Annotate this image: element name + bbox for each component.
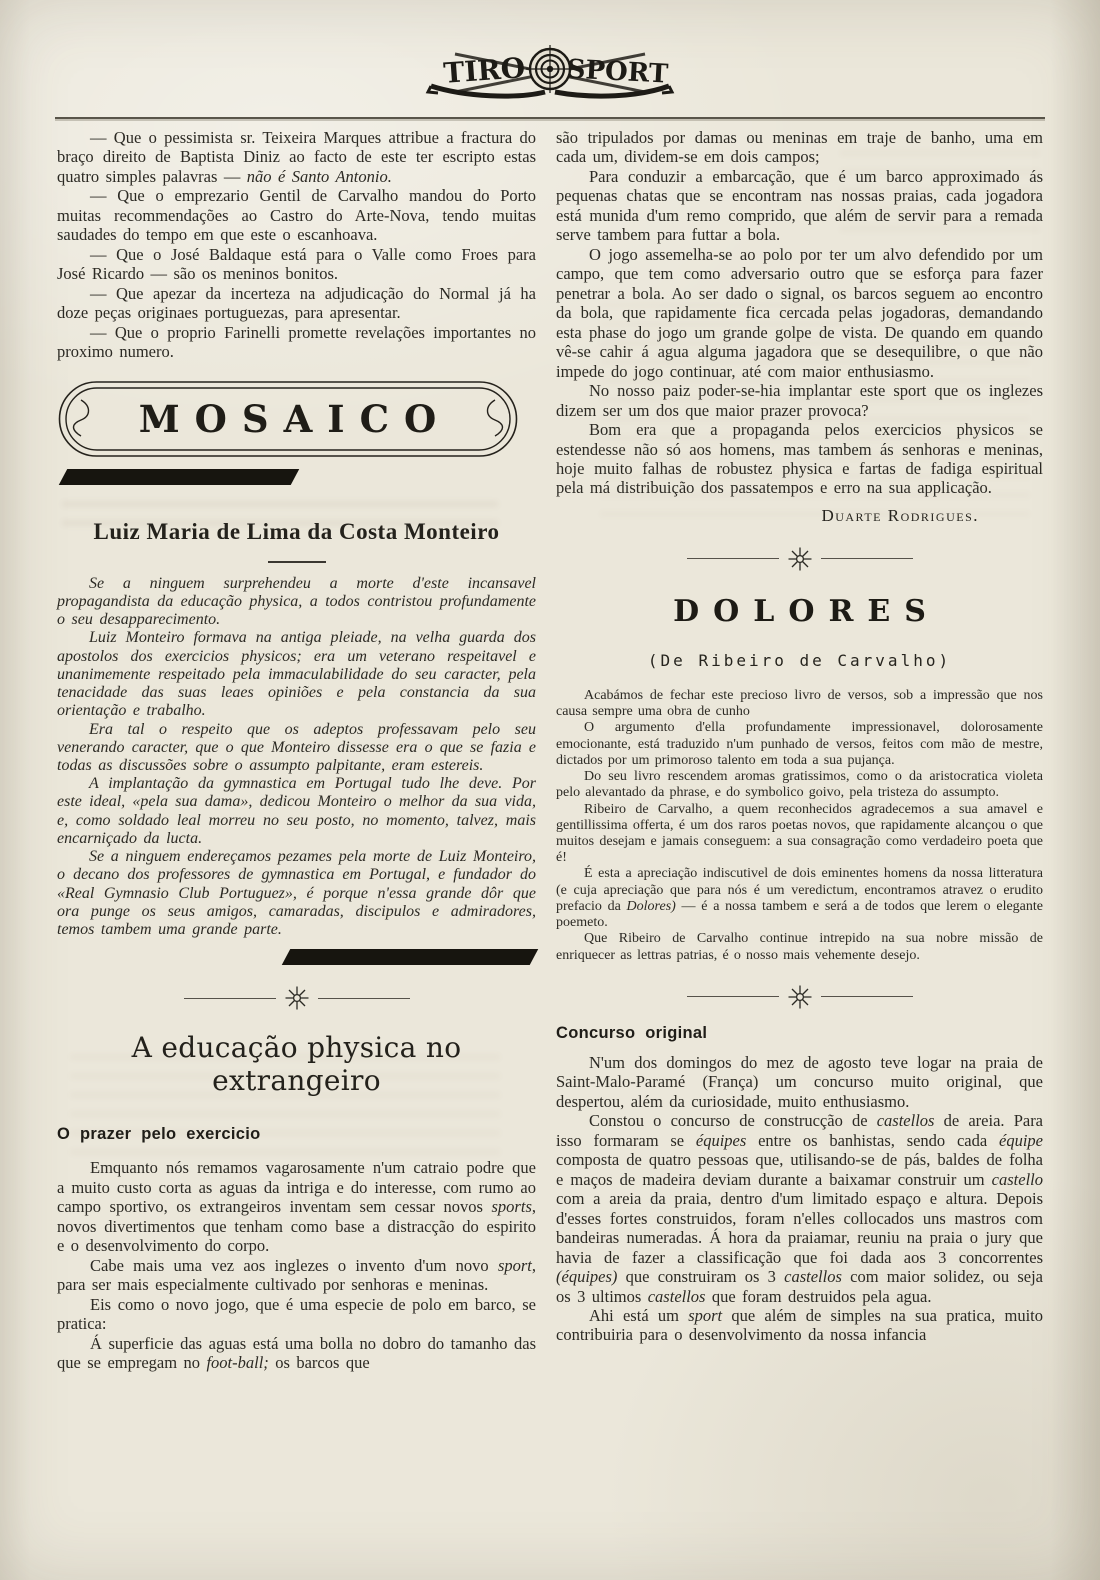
logo-word-sport: SPORT — [565, 54, 669, 90]
title-rule — [268, 561, 326, 563]
divider-line — [687, 558, 779, 559]
dolores-review-text — [556, 688, 1043, 964]
paragraph: Luiz Monteiro formava na antiga pleiade, na velha guarda dos apostolos dos exercicios physicos; era um veterano respeitavel e unanimemente respeitado pela immaculabilidade do seu caracter, pela tenacidade das suas leaes opiniões e pela constancia da sua orientação e trabalho. — [57, 629, 536, 720]
paragraph: — Que o José Baldaque está para o Valle como Froes para José Ricardo — são os meninos bonitos. — [57, 244, 536, 284]
article-subtitle: O prazer pelo exercicio — [57, 1125, 261, 1144]
paragraph: Ribeiro de Carvalho, a quem reconhecidos agradecemos a sua amavel e gentillissima offerta, é um dos raros poetas novos, que rapidamente alcançou o que muitos desejam e jamais conseguem: a sua consagração como verdadeiro poeta que é! — [556, 801, 1043, 866]
ink-bar — [59, 469, 300, 485]
star-divider — [556, 546, 1043, 572]
obituary-text — [57, 575, 536, 940]
star-divider — [556, 984, 1043, 1010]
polo-article-text — [556, 167, 1043, 498]
paragraph: Que Ribeiro de Carvalho continue intrepido na sua nobre missão de enriquecer as lettras patrias, é o nosso mais vehemente desejo. — [556, 931, 1043, 963]
paragraph: Bom era que a propaganda pelos exercicios physicos se estendesse não só aos homens, mas tambem ás senhoras e meninas, hoje muito falhas de robustez physica e fartas de fadiga espiritual pela má distribuição dos passatempos e erro na sua applicação. — [556, 420, 1043, 498]
sunburst-star-icon — [284, 985, 310, 1011]
mosaico-cartouche — [57, 376, 536, 464]
tiro-e-sport-logo-graphic — [425, 40, 675, 104]
paragraph: Era tal o respeito que os adeptos professavam pelo seu venerando caracter, que o que Monteiro dissesse era o que se fazia e todas as discussões sobre o assumpto palpitante, eram estereis. — [57, 720, 536, 774]
obituary-title: Luiz Maria de Lima da Costa Monteiro — [93, 518, 500, 544]
paragraph: Ahi está um sport que além de simples na sua pratica, muito contribuiria para o desenvolvimento da nossa infancia — [556, 1305, 1043, 1345]
left-column — [57, 128, 536, 1372]
paragraph: Do seu livro rescendem aromas gratissimos, como o da aristocratica violeta pelo alevantado da phrase, e do symbolico goivo, pela tristeza do assumpto. — [556, 769, 1043, 801]
physical-education-article-text — [57, 1158, 536, 1372]
concurso-title: Concurso original — [556, 1023, 708, 1042]
paragraph: No nosso paiz poder-se-hia implantar este sport que os inglezes dizem ser um dos que maior prazer provoca? — [556, 381, 1043, 420]
dolores-title: DOLORES — [673, 593, 940, 629]
paragraph: Acabámos de fechar este precioso livro de versos, sob a impressão que nos causa sempre uma obra de cunho — [556, 687, 1043, 720]
mosaico-title: MOSAICO — [138, 396, 452, 441]
paragraph: A implantação da gymnastica em Portugal tudo lhe deve. Por este ideal, «pela sua dama», dedicou Monteiro o melhor da sua vida, e, como soldado leal morreu no seu posto, no momento, talvez, mais encarniçado da lucta. — [57, 775, 536, 847]
paragraph: Cabe mais uma vez aos inglezes o invento d'um novo sport, para ser mais especialmente cultivado por senhoras e meninas. — [57, 1255, 536, 1295]
ink-bar — [282, 949, 539, 965]
divider-line — [687, 996, 779, 997]
gossip-section — [57, 128, 536, 362]
paragraph: O jogo assemelha-se ao polo por ter um alvo defendido por um campo, que tem como adversario outro que se esforça para fazer penetrar a bola. Ao ser dado o signal, os barcos seguem ao encontro da bola, que rapidamente fica cercada pelas jogadoras, demandando esta phase do jogo um grande golpe de vista. De quando em quando vê-se cahir á agua alguma jagadora que se desequilibre, o que não impede do jogo continuar, até com maior enthusiasmo. — [556, 244, 1043, 381]
paragraph: Emquanto nós remamos vagarosamente n'um catraio podre que a muito custo corta as aguas da intriga e do interesse, com rumo ao campo sportivo, os extrangeiros inventam sem cessar novos sports, novos divertimentos que tenham como base a distracção do espirito e o desenvolvimento do corpo. — [57, 1158, 536, 1256]
paragraph: — Que o pessimista sr. Teixeira Marques attribue a fractura do braço direito de Baptista Diniz ao facto de este ter escripto estas quatro simples palavras — não é Santo Antonio. — [57, 128, 536, 186]
paragraph: Constou o concurso de construcção de castellos de areia. Para isso formaram se équipes entre os banhistas, sendo cada équipe composta de quatro pessoas que, utilisando-se de pás, baldes de folha e maços de madeira deviam durante a baixamar construir um castello com a areia da praia, dentro d'um limitado espaço e altura. Depois d'esses fortes construidos, foram n'elles collocados uns mastros com bandeiras numeradas. Á hora da praiamar, reuniu na praia o jury que havia de fazer a classificação que foi dada aos 3 concorrentes (équipes) que construiram os 3 castellos com maior solidez, ou seja os 3 ultimos castellos que foram destruidos pela agua. — [556, 1111, 1044, 1306]
sunburst-star-icon — [787, 984, 813, 1010]
polo-article-continuation — [556, 128, 1043, 167]
right-squiggle-ornament — [488, 400, 503, 436]
paragraph: são tripulados por damas ou meninas em traje de banho, uma em cada um, dividem-se em dois campos; — [556, 128, 1043, 167]
paragraph: Á superficie das aguas está uma bolla no dobro do tamanho das que se empregam no foot-ball; os barcos que — [57, 1333, 536, 1372]
divider-line — [821, 558, 913, 559]
divider-line — [821, 996, 913, 997]
paragraph: Se a ninguem surprehendeu a morte d'este incansavel propagandista da educação physica, a todos contristou profundamente o seu desapparecimento. — [57, 574, 536, 629]
left-squiggle-ornament — [74, 400, 89, 436]
masthead-logo — [0, 40, 1100, 104]
sunburst-star-icon — [787, 546, 813, 572]
paragraph: O argumento d'ella profundamente impressionavel, dolorosamente emocionante, está traduzido n'um punhado de versos, feitos com mão de mestre, dictados por um primoroso talento em toda a sua pujança. — [556, 720, 1043, 768]
paragraph: — Que o proprio Farinelli promette revelações importantes no proximo numero. — [57, 322, 536, 362]
paragraph: É esta a apreciação indiscutivel de dois eminentes homens da nossa litteratura (e cuja apreciação que para nós é um veredictum, encontramos atravez o erudito prefacio da Dolores) — é a nossa tambem e será a de todos que lerem o elegante poemeto. — [556, 866, 1043, 931]
dolores-subtitle: (De Ribeiro de Carvalho) — [647, 650, 952, 670]
paragraph: Se a ninguem endereçamos pezames pela morte de Luiz Monteiro, o decano dos professores de gymnastica em Portugal, e fundador do «Real Gymnasio Club Portuguez», é porque n'essa grande dôr que ora punge os seus amigos, camaradas, discipulos e admiradores, temos tambem uma grande parte. — [57, 848, 536, 939]
paragraph: Eis como o novo jogo, que é uma especie de polo em barco, se pratica: — [57, 1294, 536, 1334]
paragraph: — Que o emprezario Gentil de Carvalho mandou do Porto muitas recommendações ao Castro do Arte-Nova, tendo muitas saudades do tempo em que este o escanhoava. — [57, 186, 536, 245]
paragraph: — Que apezar da incerteza na adjudicação do Normal já ha doze peças originaes portuguezas, para apresentar. — [57, 283, 536, 323]
logo-word-tiro: TIRO — [442, 51, 527, 90]
author-signature: Duarte Rodrigues. — [821, 505, 979, 525]
divider-line — [184, 998, 276, 999]
paragraph: Para conduzir a embarcação, que é um barco approximado ás pequenas chatas que se encontram nas nossas praias, cada jogadora está munida d'um remo comprido, que além de servir para a remada serve tambem para futtar a bola. — [556, 166, 1043, 245]
physical-education-article-title: A educação physica no extrangeiro — [131, 1031, 462, 1098]
divider-line — [318, 998, 410, 999]
header-rule — [55, 117, 1045, 119]
right-column — [556, 128, 1043, 1345]
concurso-article-text — [556, 1053, 1043, 1345]
paragraph: N'um dos domingos do mez de agosto teve logar na praia de Saint-Malo-Paramé (França) um concurso muito original, que despertou, além da curiosidade, muito enthusiasmo. — [556, 1052, 1043, 1111]
star-divider — [57, 985, 536, 1011]
